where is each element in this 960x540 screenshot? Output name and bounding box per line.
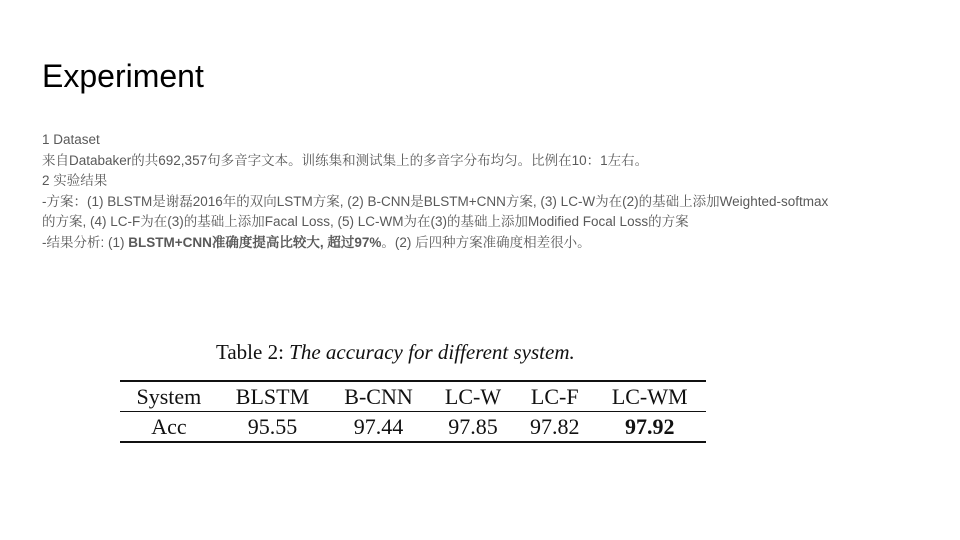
- result-analysis-suffix: 。(2) 后四种方案准确度相差很小。: [381, 234, 591, 250]
- header-cell-system: System: [120, 381, 218, 412]
- accuracy-table-figure: [120, 338, 710, 443]
- table-header-row: [120, 381, 706, 412]
- row-cell-b-cnn: 97.44: [327, 412, 430, 443]
- result-analysis: [42, 233, 922, 254]
- row-cell-lc-w: 97.85: [430, 412, 516, 443]
- header-cell-lc-w: LC-W: [430, 381, 516, 412]
- row-cell-lc-wm: 97.92: [593, 412, 706, 443]
- table-caption-text: The accuracy for different system.: [289, 340, 575, 364]
- table-row: [120, 412, 706, 443]
- header-cell-b-cnn: B-CNN: [327, 381, 430, 412]
- result-analysis-prefix: -结果分析: (1): [42, 234, 129, 250]
- header-cell-lc-wm: LC-WM: [593, 381, 706, 412]
- row-cell-blstm: 95.55: [218, 412, 327, 443]
- dataset-description: 来自Databaker的共692,357句多音字文本。训练集和测试集上的多音字分布均匀。比例在10：1左右。: [42, 152, 649, 168]
- scheme-description-line-1: -方案：(1) BLSTM是谢磊2016年的双向LSTM方案, (2) B-CNN是BLSTM+CNN方案, (3) LC-W为在(2)的基础上添加Weighted-softmax: [42, 193, 829, 209]
- header-cell-blstm: BLSTM: [218, 381, 327, 412]
- table-caption-label: Table 2:: [216, 340, 290, 364]
- results-heading: 2 实验结果: [42, 173, 108, 189]
- result-analysis-highlight: BLSTM+CNN准确度提高比较大, 超过97%: [128, 234, 382, 250]
- row-cell-lc-f: 97.82: [516, 412, 593, 443]
- dataset-heading: 1 Dataset: [42, 132, 100, 147]
- header-cell-lc-f: LC-F: [516, 381, 593, 412]
- table-caption: [120, 338, 710, 366]
- scheme-description-line-2: 的方案, (4) LC-F为在(3)的基础上添加Facal Loss, (5) LC-WM为在(3)的基础上添加Modified Focal Loss的方案: [42, 214, 689, 230]
- accuracy-table: [120, 380, 706, 443]
- slide-body: [42, 130, 922, 254]
- row-cell-acc-label: Acc: [120, 412, 218, 443]
- slide-title: Experiment: [42, 58, 204, 94]
